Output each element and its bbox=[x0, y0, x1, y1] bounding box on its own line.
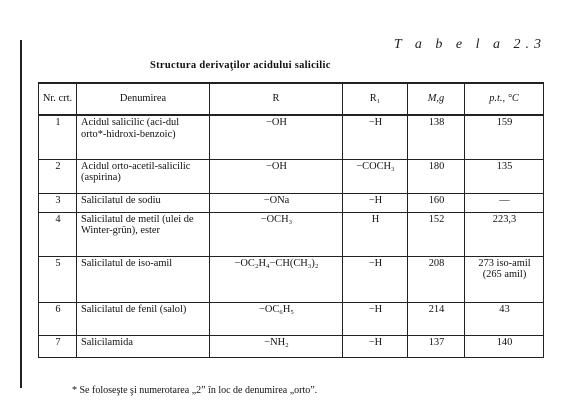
row-mass: 208 bbox=[408, 256, 465, 302]
row-r1: −H bbox=[343, 193, 408, 212]
row-melting-point: 140 bbox=[465, 335, 544, 357]
row-nr: 5 bbox=[39, 256, 77, 302]
row-melting-point: 159 bbox=[465, 115, 544, 159]
col-header-nr: Nr. crt. bbox=[39, 83, 77, 115]
row-mass: 214 bbox=[408, 302, 465, 335]
row-name: Salicilatul de metil (ulei de Winter-grün), ester bbox=[77, 212, 210, 256]
row-melting-point: 273 iso-amil (265 amil) bbox=[465, 256, 544, 302]
row-nr: 6 bbox=[39, 302, 77, 335]
col-header-r: R bbox=[210, 83, 343, 115]
row-r1: −H bbox=[343, 256, 408, 302]
table-row bbox=[39, 193, 544, 212]
row-mass: 137 bbox=[408, 335, 465, 357]
derivatives-table bbox=[38, 82, 544, 358]
row-nr: 7 bbox=[39, 335, 77, 357]
row-nr: 1 bbox=[39, 115, 77, 159]
table-row bbox=[39, 159, 544, 193]
row-melting-point: 135 bbox=[465, 159, 544, 193]
table-row bbox=[39, 115, 544, 159]
row-r1: −H bbox=[343, 302, 408, 335]
table-row bbox=[39, 302, 544, 335]
row-mass: 180 bbox=[408, 159, 465, 193]
footnote: * Se foloseşte şi numerotarea „2” în loc de denumirea „orto”. bbox=[72, 385, 318, 396]
row-name: Acidul salicilic (aci-dul orto*-hidroxi-benzoic) bbox=[77, 115, 210, 159]
row-melting-point: — bbox=[465, 193, 544, 212]
row-r: −OCH₃ bbox=[210, 212, 343, 256]
header-row bbox=[39, 83, 544, 115]
table-row bbox=[39, 256, 544, 302]
row-nr: 2 bbox=[39, 159, 77, 193]
row-r1: H bbox=[343, 212, 408, 256]
table-label: T a b e l a 2.3 bbox=[393, 37, 546, 52]
row-name: Salicilatul de sodiu bbox=[77, 193, 210, 212]
row-nr: 3 bbox=[39, 193, 77, 212]
col-header-r1: R₁ bbox=[343, 83, 408, 115]
row-mass: 160 bbox=[408, 193, 465, 212]
row-r: −OC₂H₄−CH(CH₃)₂ bbox=[210, 256, 343, 302]
row-r: −NH₂ bbox=[210, 335, 343, 357]
row-melting-point: 43 bbox=[465, 302, 544, 335]
row-melting-point: 223,3 bbox=[465, 212, 544, 256]
table-row bbox=[39, 212, 544, 256]
row-r1: −H bbox=[343, 335, 408, 357]
col-header-melting-point: p.t., °C bbox=[465, 83, 544, 115]
row-name: Salicilatul de fenil (salol) bbox=[77, 302, 210, 335]
col-header-mass: M,g bbox=[408, 83, 465, 115]
row-name: Acidul orto-acetil-salicilic (aspirina) bbox=[77, 159, 210, 193]
row-r: −OH bbox=[210, 159, 343, 193]
row-r: −OC₆H₅ bbox=[210, 302, 343, 335]
row-name: Salicilatul de iso-amil bbox=[77, 256, 210, 302]
row-mass: 138 bbox=[408, 115, 465, 159]
table-title: Structura derivaţilor acidului salicilic bbox=[150, 60, 331, 71]
row-r: −OH bbox=[210, 115, 343, 159]
col-header-name: Denumirea bbox=[77, 83, 210, 115]
row-r: −ONa bbox=[210, 193, 343, 212]
row-name: Salicilamida bbox=[77, 335, 210, 357]
row-nr: 4 bbox=[39, 212, 77, 256]
row-mass: 152 bbox=[408, 212, 465, 256]
row-r1: −COCH₃ bbox=[343, 159, 408, 193]
table-row bbox=[39, 335, 544, 357]
page-margin-rule bbox=[20, 40, 22, 388]
row-r1: −H bbox=[343, 115, 408, 159]
